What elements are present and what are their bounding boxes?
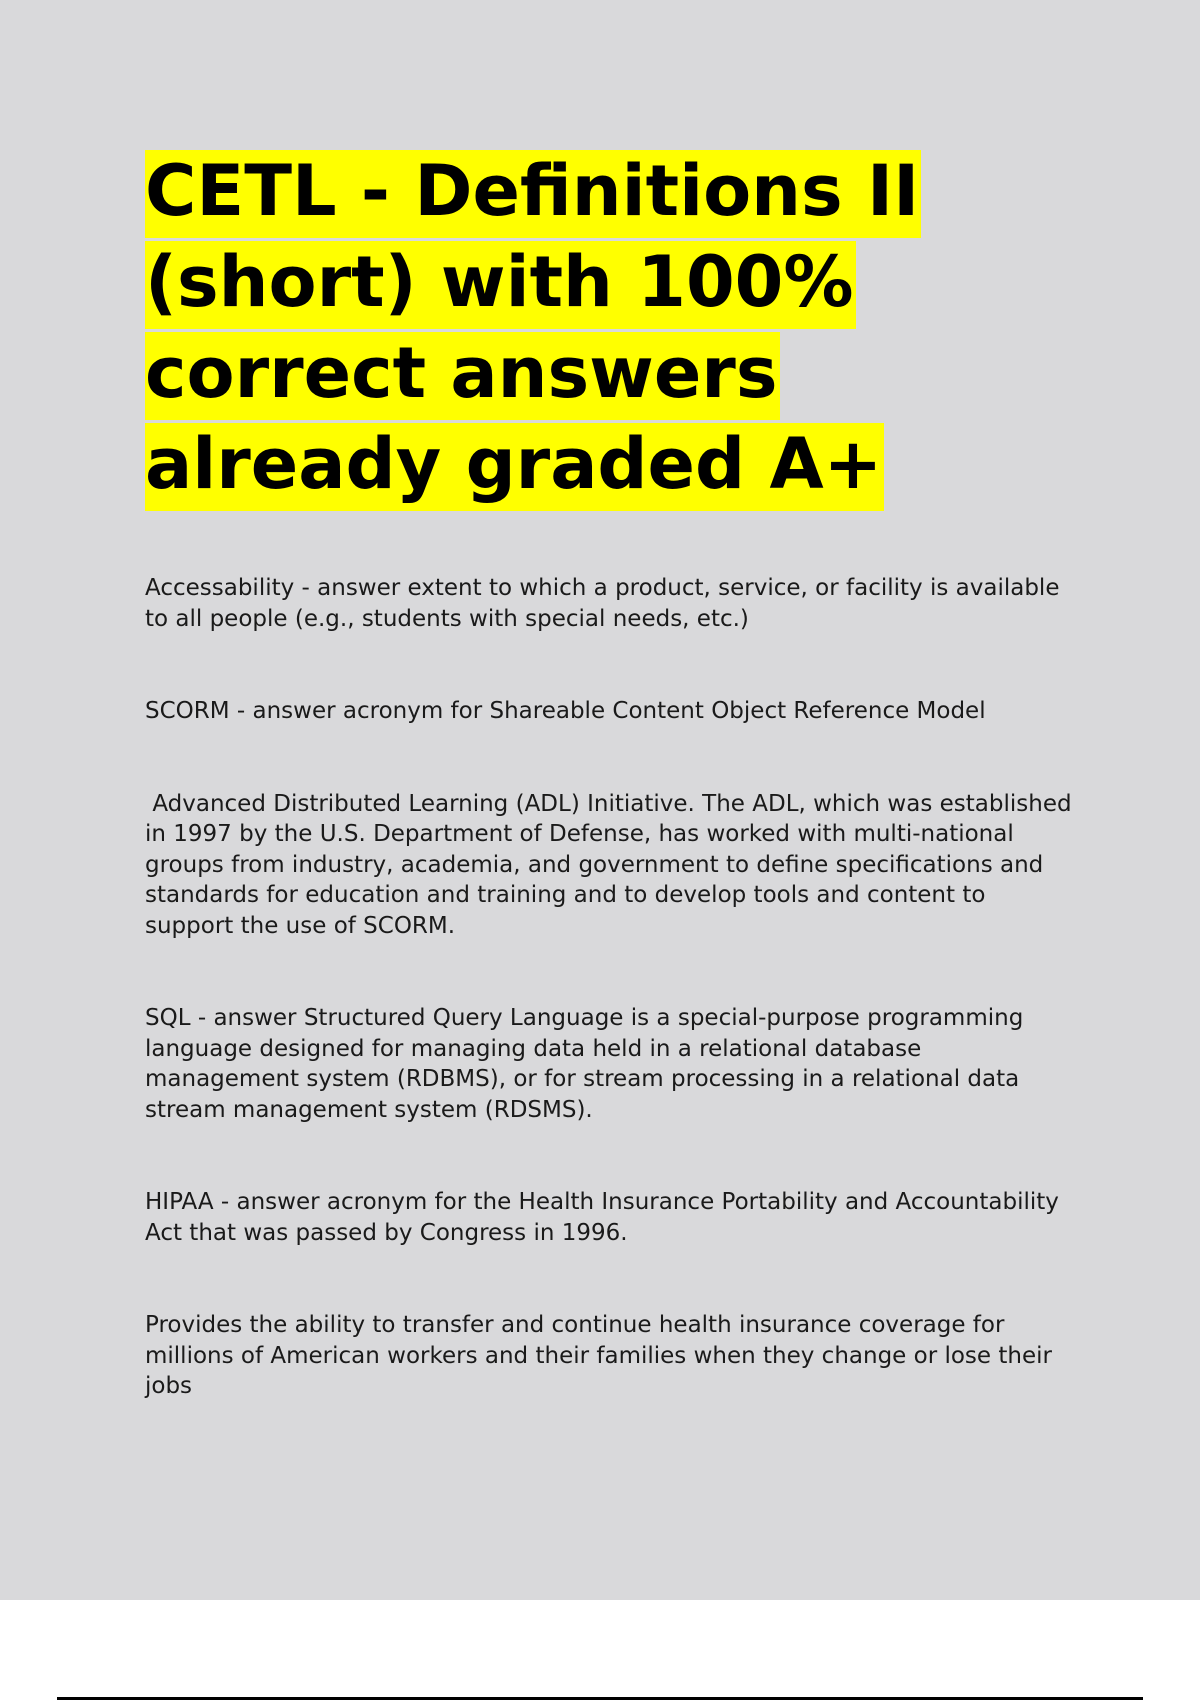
paragraph-accessability: Accessability - answer extent to which a product, service, or facility is available to all people (e.g., students with special needs, etc.) — [145, 575, 1067, 632]
paragraph-sql: SQL - answer Structured Query Language is a special-purpose programming language designed for managing data held in a relational database management system (RDBMS), or for stream processing in a relational data stream management system (RDSMS). — [145, 1005, 1031, 1123]
paragraph-hipaa: HIPAA - answer acronym for the Health Insurance Portability and Accountability Act that was passed by Congress in 1996. — [145, 1189, 1067, 1246]
document-body — [145, 573, 1079, 1464]
paragraph-scorm: SCORM - answer acronym for Shareable Content Object Reference Model — [145, 698, 986, 724]
paragraph-adl: Advanced Distributed Learning (ADL) Initiative. The ADL, which was established in 1997 by the U.S. Department of Defense, has worked with multi-national groups from industry, academia, and government to define specifications and standards for education and training and to develop tools and content to support the use of SCORM. — [145, 790, 1079, 939]
title-highlight: CETL - Definitions II (short) with 100% correct answers already graded A+ — [145, 150, 921, 511]
document-title — [145, 146, 1045, 510]
paragraph-hipaa-detail: Provides the ability to transfer and continue health insurance coverage for millions of American workers and their families when they change or lose their jobs — [145, 1312, 1060, 1399]
